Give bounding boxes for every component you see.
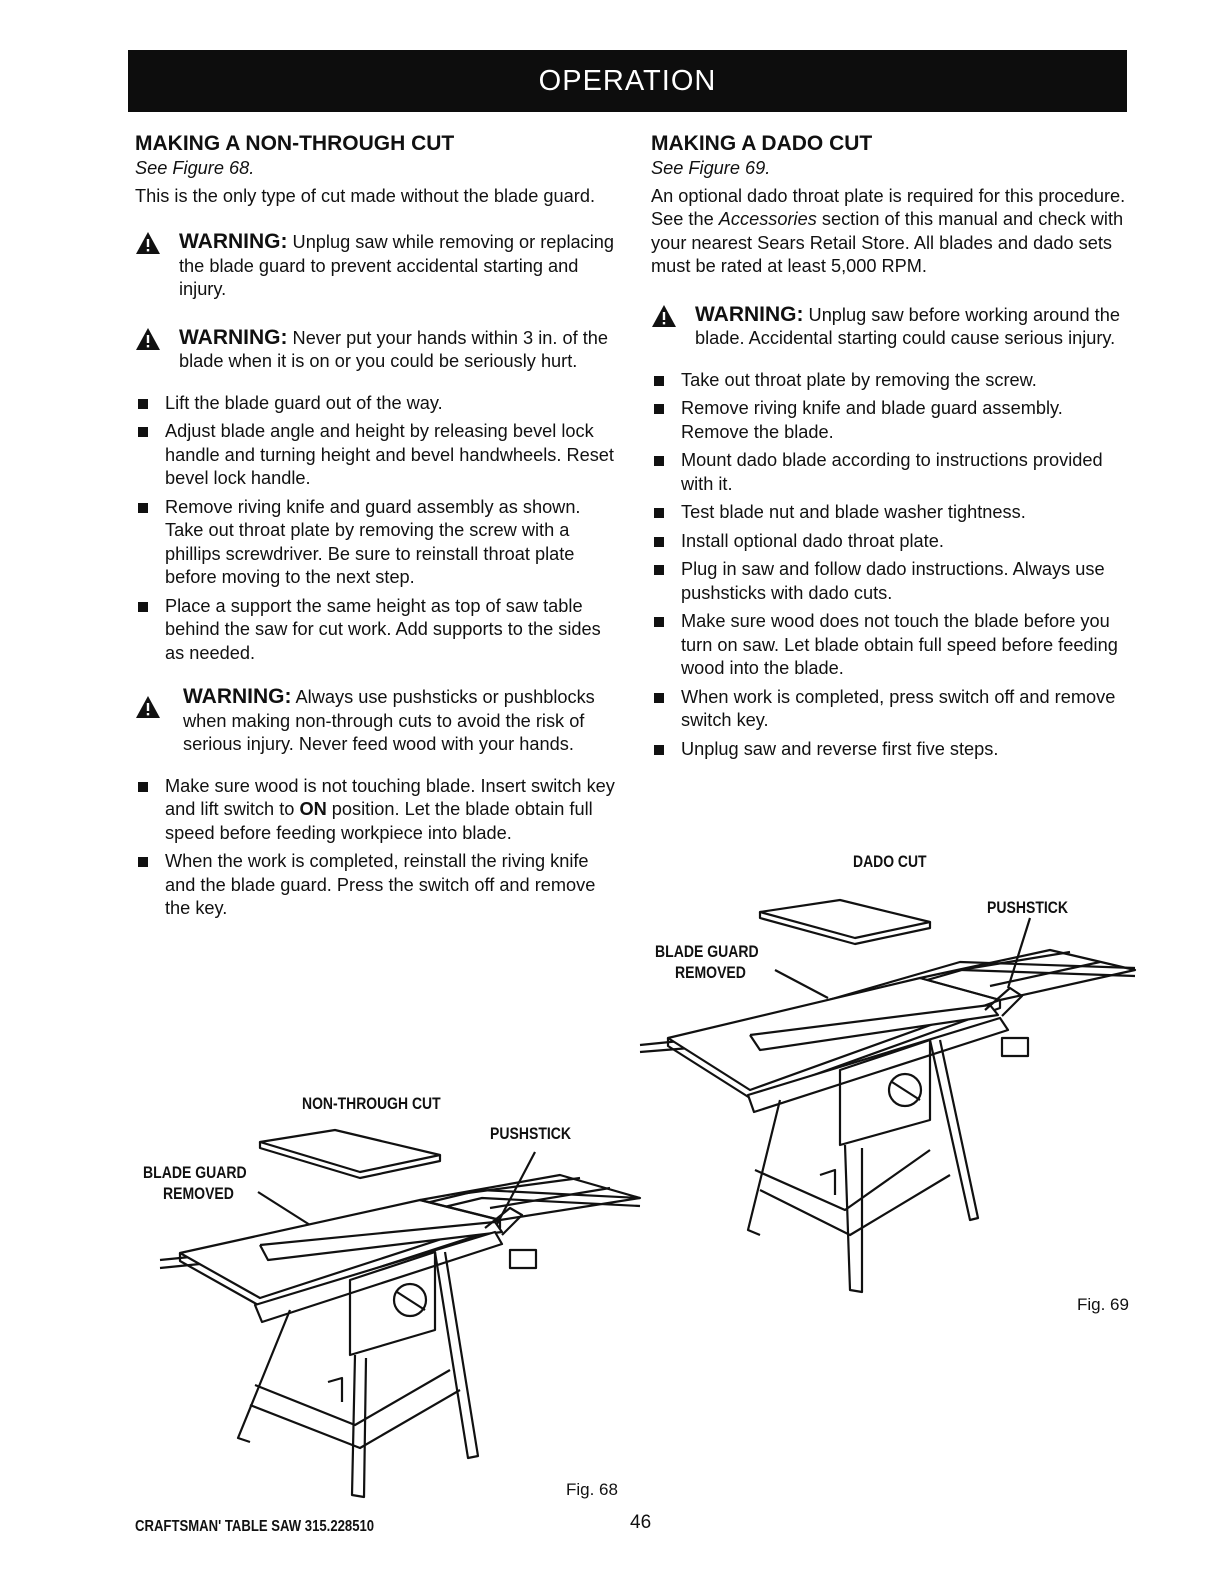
- list-item: Unplug saw and reverse first five steps.: [651, 738, 1131, 762]
- on-keyword: ON: [299, 799, 327, 819]
- intro-paragraph: This is the only type of cut made without the blade guard.: [135, 185, 596, 206]
- list-item: Mount dado blade according to instructions provided with it.: [651, 449, 1131, 496]
- warning-triangle-icon: [135, 327, 161, 351]
- table-saw-illustration-fig69: [630, 890, 1145, 1305]
- list-item: Test blade nut and blade washer tightness.: [651, 501, 1131, 525]
- intro-text-end: section of this manual and check with your nearest Sears Retail Store. All blades and dado sets must be rated at least 5,000 RPM.: [651, 209, 1124, 276]
- figure-title: DADO CUT: [853, 852, 927, 871]
- warning-triangle-icon: [651, 304, 677, 328]
- switch-step-text-end: position. Let the blade obtain full speed before feeding workpiece into blade.: [165, 799, 593, 843]
- page-number: 46: [630, 1512, 652, 1533]
- right-column: [651, 131, 1131, 766]
- intro-text: An optional dado throat plate is required for this procedure. See the: [651, 185, 1126, 229]
- table-saw-illustration-fig68: [150, 1120, 650, 1505]
- callout-pushstick: PUSHSTICK: [987, 899, 1069, 917]
- callout-pushstick: PUSHSTICK: [490, 1125, 572, 1143]
- list-item: Remove riving knife and guard assembly as shown. Take out throat plate by removing the screw with a phillips screwdriver. Be sure to reinstall throat plate before moving to the next step.: [135, 496, 620, 590]
- list-item: When work is completed, press switch off and remove switch key.: [651, 686, 1131, 733]
- switch-step-text: Make sure wood is not touching blade. Insert switch key and lift switch to: [165, 775, 615, 819]
- left-column: [135, 131, 620, 926]
- warning-text: Unplug saw while removing or replacing the blade guard to prevent accidental starting and injury.: [179, 232, 615, 299]
- list-item: Plug in saw and follow dado instructions. Always use pushsticks with dado cuts.: [651, 558, 1131, 605]
- figure-reference: See Figure 69.: [651, 158, 771, 178]
- step-list: [135, 392, 620, 666]
- accessories-reference: Accessories: [718, 209, 817, 229]
- callout-removed: REMOVED: [675, 964, 746, 982]
- warning-block: [651, 303, 1131, 351]
- list-item: Lift the blade guard out of the way.: [135, 392, 620, 416]
- list-item: Remove riving knife and blade guard assembly. Remove the blade.: [651, 397, 1131, 444]
- step-list: [135, 775, 620, 921]
- warning-keyword: WARNING:: [183, 685, 292, 708]
- figure-number: Fig. 68: [566, 1480, 618, 1499]
- intro-paragraph: [651, 185, 1131, 279]
- warning-block: [135, 326, 620, 374]
- warning-text: Always use pushsticks or pushblocks when making non-through cuts to avoid the risk of serious injury. Never feed wood with your hands.: [183, 687, 595, 754]
- warning-triangle-icon: [135, 231, 161, 255]
- warning-text: Unplug saw before working around the blade. Accidental starting could cause serious injury.: [695, 304, 1120, 348]
- callout-blade-guard: BLADE GUARD: [655, 943, 759, 961]
- figure-reference: See Figure 68.: [135, 158, 255, 178]
- footer-brand: CRAFTSMAN' TABLE SAW 315.228510: [135, 1518, 375, 1535]
- warning-triangle-icon: [135, 695, 161, 719]
- list-item: Install optional dado throat plate.: [651, 530, 1131, 554]
- list-item: Adjust blade angle and height by releasing bevel lock handle and turning height and bevel handwheels. Reset bevel lock handle.: [135, 420, 620, 491]
- callout-blade-guard: BLADE GUARD: [143, 1164, 247, 1182]
- warning-text: Never put your hands within 3 in. of the blade when it is on or you could be seriously hurt.: [179, 327, 608, 371]
- figure-number: Fig. 69: [1077, 1295, 1129, 1314]
- list-item: Make sure wood does not touch the blade before you turn on saw. Let blade obtain full speed before feeding wood into the blade.: [651, 610, 1131, 681]
- warning-block: [135, 685, 620, 757]
- warning-block: [135, 230, 620, 302]
- section-heading-dado-cut: MAKING A DADO CUT: [651, 132, 873, 155]
- list-item: Place a support the same height as top of saw table behind the saw for cut work. Add supports to the sides as needed.: [135, 595, 620, 666]
- list-item: Take out throat plate by removing the screw.: [651, 369, 1131, 393]
- warning-keyword: WARNING:: [179, 325, 288, 349]
- step-list: [651, 369, 1131, 762]
- callout-removed: REMOVED: [163, 1185, 234, 1203]
- page-header: OPERATION: [128, 50, 1127, 112]
- figure-title: NON-THROUGH CUT: [302, 1094, 441, 1113]
- section-heading-non-through-cut: MAKING A NON-THROUGH CUT: [135, 132, 455, 155]
- warning-keyword: WARNING:: [695, 302, 804, 326]
- list-item: [135, 775, 620, 846]
- warning-keyword: WARNING:: [179, 230, 288, 253]
- list-item: When the work is completed, reinstall the riving knife and the blade guard. Press the switch off and remove the key.: [135, 850, 620, 921]
